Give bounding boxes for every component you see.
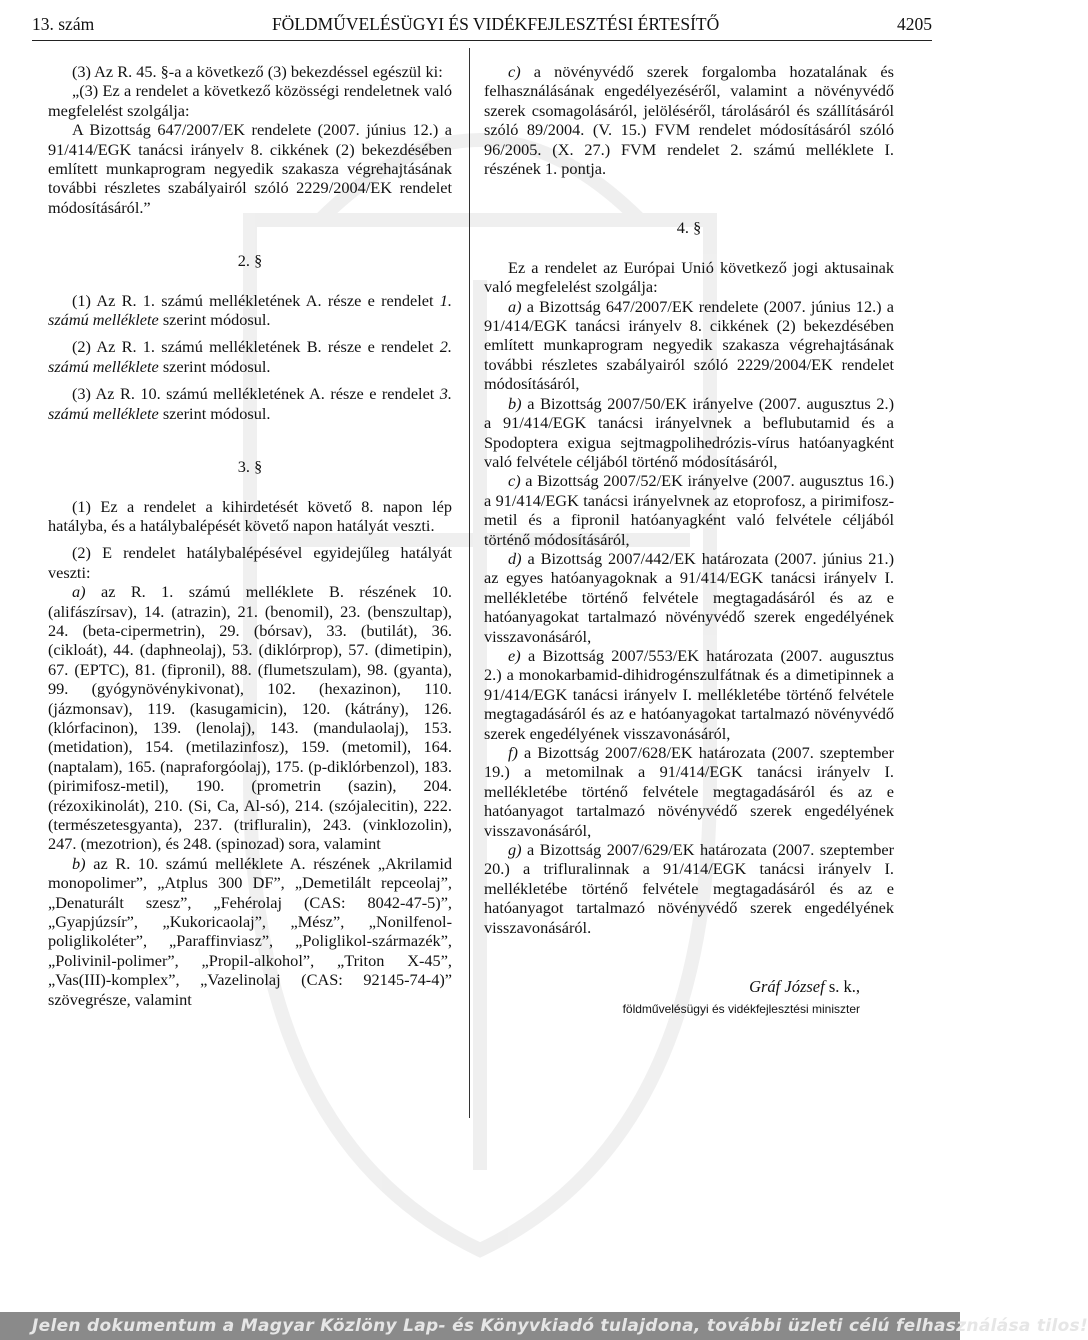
list-item: b) az R. 10. számú melléklete A. részének „Akrilamid monopolimer”, „Atplus 300 DF”, „Demetilált repceolaj”, „Denaturált szesz”, „Fehérolaj (CAS: 8042-47-5)”, „Gyapjúzsír”, „Kukoricaolaj”, „Mész”, „Nonilfenol-poliglikoléter”, „Paraffinviasz”, „Poliglikol-származék”, „Polivinil-polimer”, „Propil-alkohol”, „Triton X-45”, „Vas(III)-komplex”, „Vazelinolaj (CAS: 92145-74-4)” szövegrésze, valamint bbox=[48, 853, 452, 1009]
list-item: f) a Bizottság 2007/628/EK határozata (2007. szeptember 19.) a metomilnak a 91/414/EGK tanácsi irányelv I. mellékletébe történő felvétele megtagadásáról és az e hatóanyagot tartalmazó növényvédő szerek engedélyének visszavonásáról, bbox=[484, 743, 894, 840]
signatory-title: földművelésügyi és vidékfejlesztési miniszter bbox=[622, 1002, 860, 1017]
signature-block bbox=[484, 977, 894, 1020]
section-title: 4. § bbox=[676, 218, 702, 238]
list-item: g) a Bizottság 2007/629/EK határozata (2007. szeptember 20.) a trifluralinnak a 91/414/EGK tanácsi irányelv I. mellékletébe történő felvétele megtagadásáról és az e hatóanyagot tartalmazó növényvédő szerek engedélyének visszavonásáról. bbox=[484, 840, 894, 937]
column-divider bbox=[469, 48, 470, 1118]
list-item: c) a növényvédő szerek forgalomba hozatalának és felhasználásának engedélyezéséről, valamint a növényvédő szerek csomagolásáról, jelöléséről, tárolásáról és szállításáról szóló 89/2004. (V. 15.) FVM rendelet módosításáról szóló 96/2005. (X. 27.) FVM rendelet 2. számú melléklete I. részének 1. pontja. bbox=[484, 62, 894, 179]
publication-title: FÖLDMŰVELÉSÜGYI ÉS VIDÉKFEJLESZTÉSI ÉRTESÍTŐ bbox=[271, 14, 720, 34]
list-item: a) az R. 1. számú melléklete B. részének 10. (alifászírsav), 14. (atrazin), 21. (benomil), 23. (benszultap), 24. (beta-cipermetrin), 29. (bórsav), 33. (butilát), 36. (cikloát), 44. (daphneolaj), 53. (diklórprop), 57. (dimetipin), 67. (EPTC), 81. (fipronil), 88. (flumetszulam), 98. (gyanta), 99. (gyógynövénykivonat), 102. (hexazinon), 110. (jázmonsav), 119. (kasugamicin), 120. (kátrány), 126. (klórfacinon), 139. (lenolaj), 143. (mandulaolaj), 153. (metidation), 154. (metilazinfosz), 159. (metomil), 164. (naptalam), 165. (napraforgóolaj), 175. (p-diklórbenzol), 183. (pirimifosz-metil), 190. (prometrin (sazin), 204. (rézoxikinolát), 210. (Si, Ca, Al-só), 214. (szójalecitin), 222. (természetesgyanta), 237. (trifluralin), 243. (vinklozolin), 247. (mezotrion), és 248. (spinozad) sora, valamint bbox=[48, 582, 452, 854]
copyright-footer: Jelen dokumentum a Magyar Közlöny Lap- és Könyvkiadó tulajdona, további üzleti célú felhasználása tilos! bbox=[0, 1312, 960, 1340]
paragraph: A Bizottság 647/2007/EK rendelete (2007. június 12.) a 91/414/EGK tanácsi irányelv 8. cikkének (2) bekezdésében említett munkaprogram negyedik szakasza végrehajtásának további részletes szabályairól szóló 2229/2004/EK rendelet módosításáról.” bbox=[48, 120, 452, 217]
list-item: a) a Bizottság 647/2007/EK rendelete (2007. június 12.) a 91/414/EGK tanácsi irányelv 8. cikkének (2) bekezdésében említett munkaprogram negyedik szakasza végrehajtásának további részletes szabályairól szóló 2229/2004/EK rendelet módosításáról, bbox=[484, 296, 894, 394]
list-item: c) a Bizottság 2007/52/EK irányelve (2007. augusztus 16.) a 91/414/EGK tanácsi irányelvnek az etoprofosz, a pirimifosz-metil és a fipronil hatóanyagként való felvétele céljából történő módosításáról, bbox=[484, 471, 894, 549]
list-item: d) a Bizottság 2007/442/EK határozata (2007. június 21.) az egyes hatóanyagoknak a 91/414/EGK tanácsi irányelv I. mellékletébe történő felvétele megtagadásáról és az e hatóanyagokat tartalmazó növényvédő szerek engedélyének visszavonásáról, bbox=[484, 548, 894, 646]
paragraph: (3) Az R. 45. §-a a következő (3) bekezdéssel egészül ki: bbox=[72, 62, 443, 81]
page-number: 4205 bbox=[896, 14, 932, 34]
paragraph: (2) E rendelet hatálybalépésével egyidejűleg hatályát veszti: bbox=[48, 543, 452, 582]
paragraph: Ez a rendelet az Európai Unió következő jogi aktusainak való megfelelést szolgálja: bbox=[484, 257, 894, 297]
page-header bbox=[32, 14, 932, 38]
paragraph: (3) Az R. 10. számú mellékletének A. része e rendelet 3. számú melléklete szerint módosul. bbox=[48, 384, 452, 423]
right-column bbox=[484, 62, 894, 1020]
left-column bbox=[48, 62, 452, 1009]
section-title: 2. § bbox=[237, 251, 263, 271]
paragraph: (1) Az R. 1. számú mellékletének A. része e rendelet 1. számú melléklete szerint módosul. bbox=[48, 290, 452, 330]
paragraph: „(3) Ez a rendelet a következő közösségi rendeletnek való megfelelést szolgálja: bbox=[48, 81, 452, 120]
section-title: 3. § bbox=[237, 457, 263, 477]
list-item: e) a Bizottság 2007/553/EK határozata (2007. augusztus 2.) a monokarbamid-dihidrogénszulfátnak és a dimetipinnek a 91/414/EGK tanácsi irányelv I. mellékletébe történő felvétele megtagadásáról és az e hatóanyagokat tartalmazó növényvédő szerek engedélyének visszavonásáról, bbox=[484, 645, 894, 743]
header-rule bbox=[32, 40, 932, 41]
issue-number: 13. szám bbox=[32, 14, 95, 34]
paragraph: (2) Az R. 1. számú mellékletének B. része e rendelet 2. számú melléklete szerint módosul. bbox=[48, 337, 452, 376]
paragraph: (1) Ez a rendelet a kihirdetését követő 8. napon lép hatályba, és a hatálybalépését követő napon hatályát veszti. bbox=[48, 496, 452, 535]
signatory: Gráf József s. k., bbox=[749, 977, 860, 997]
list-item: b) a Bizottság 2007/50/EK irányelve (2007. augusztus 2.) a 91/414/EGK tanácsi irányelvnek a beflubutamid és a Spodoptera exigua sejtmagpolihedrózis-vírus hatóanyagként való felvétele céljából történő módosításáról, bbox=[484, 393, 894, 471]
